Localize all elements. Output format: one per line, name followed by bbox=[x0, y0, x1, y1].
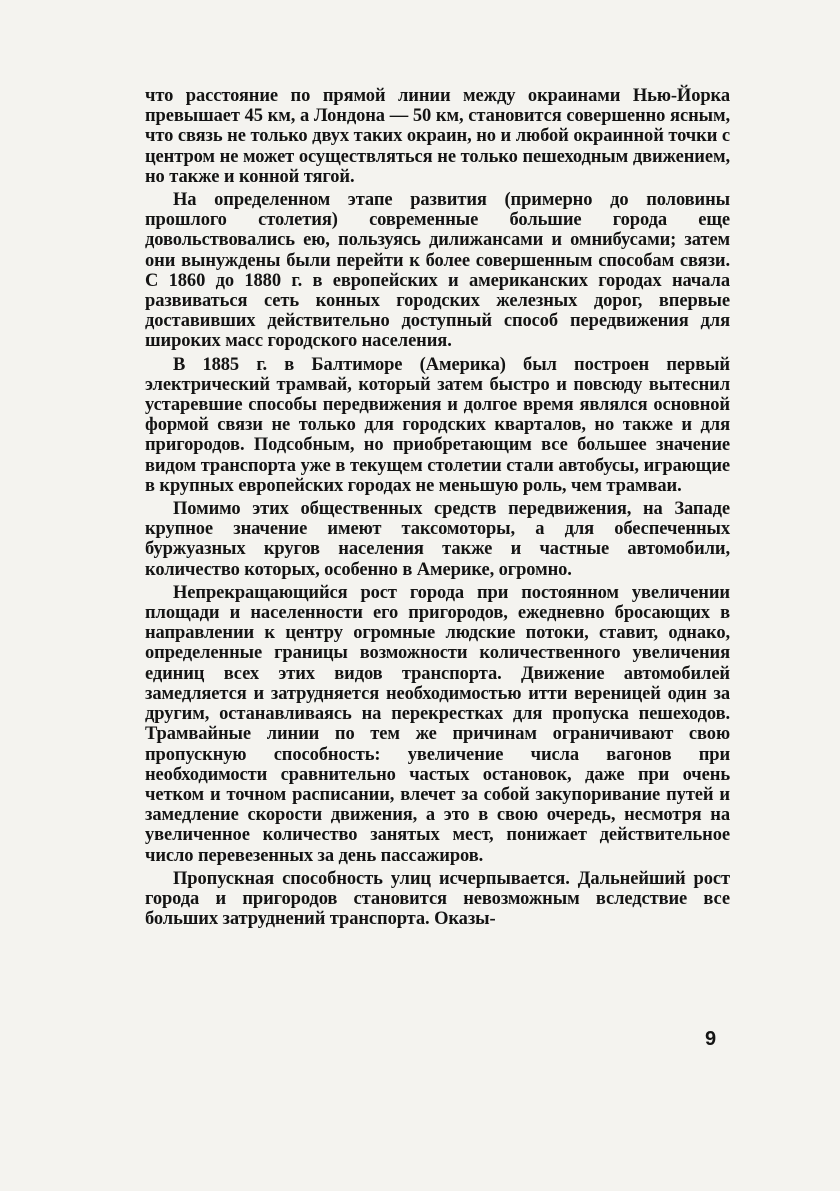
paragraph-6: Пропускная способность улиц исчерпывается. Дальнейший рост города и пригородов становится невозможным вследствие все больших затруднений транспорта. Оказы- bbox=[145, 868, 730, 930]
paragraph-4: Помимо этих общественных средств передвижения, на Западе крупное значение имеют таксомоторы, а для обеспеченных буржуазных кругов населения также и частные автомобили, количество которых, особенно в Америке, огромно. bbox=[145, 499, 730, 580]
paragraph-1: что расстояние по прямой линии между окраинами Нью-Йорка превышает 45 км, а Лондона — 50 км, становится совершенно ясным, что связь не только двух таких окраин, но и любой окраинной точки с центром не может осуществляться не только пешеходным движением, но также и конной тягой. bbox=[145, 86, 730, 187]
page-text bbox=[145, 86, 730, 932]
paragraph-3: В 1885 г. в Балтиморе (Америка) был построен первый электрический трамвай, который затем быстро и повсюду вытеснил устаревшие способы передвижения и долгое время являлся основной формой связи не только для городских кварталов, но также и для пригородов. Подсобным, но приобретающим все большее значение видом транспорта уже в текущем столетии стали автобусы, играющие в крупных европейских городах не меньшую роль, чем трамваи. bbox=[145, 354, 730, 496]
page-number: 9 bbox=[705, 1028, 717, 1050]
paragraph-5: Непрекращающийся рост города при постоянном увеличении площади и населенности его пригородов, ежедневно бросающих в направлении к центру огромные людские потоки, ставит, однако, определенные границы возможности количественного увеличения единиц всех этих видов транспорта. Движение автомобилей замедляется и затрудняется необходимостью итти вереницей один за другим, останавливаясь на перекрестках для пропуска пешеходов. Трамвайные линии по тем же причинам ограничивают свою пропускную способность: увеличение числа вагонов при необходимости сравнительно частых остановок, даже при очень четком и точном расписании, влечет за собой закупоривание путей и замедление скорости движения, а это в свою очередь, несмотря на увеличенное количество занятых мест, понижает действительное число перевезенных за день пассажиров. bbox=[145, 582, 730, 866]
paragraph-2: На определенном этапе развития (примерно до половины прошлого столетия) современные большие города еще довольствовались ею, пользуясь дилижансами и омнибусами; затем они вынуждены были перейти к более совершенным способам связи. С 1860 до 1880 г. в европейских и американских городах начала развиваться сеть конных городских железных дорог, впервые доставивших действительно доступный способ передвижения для широких масс городского населения. bbox=[145, 190, 730, 352]
